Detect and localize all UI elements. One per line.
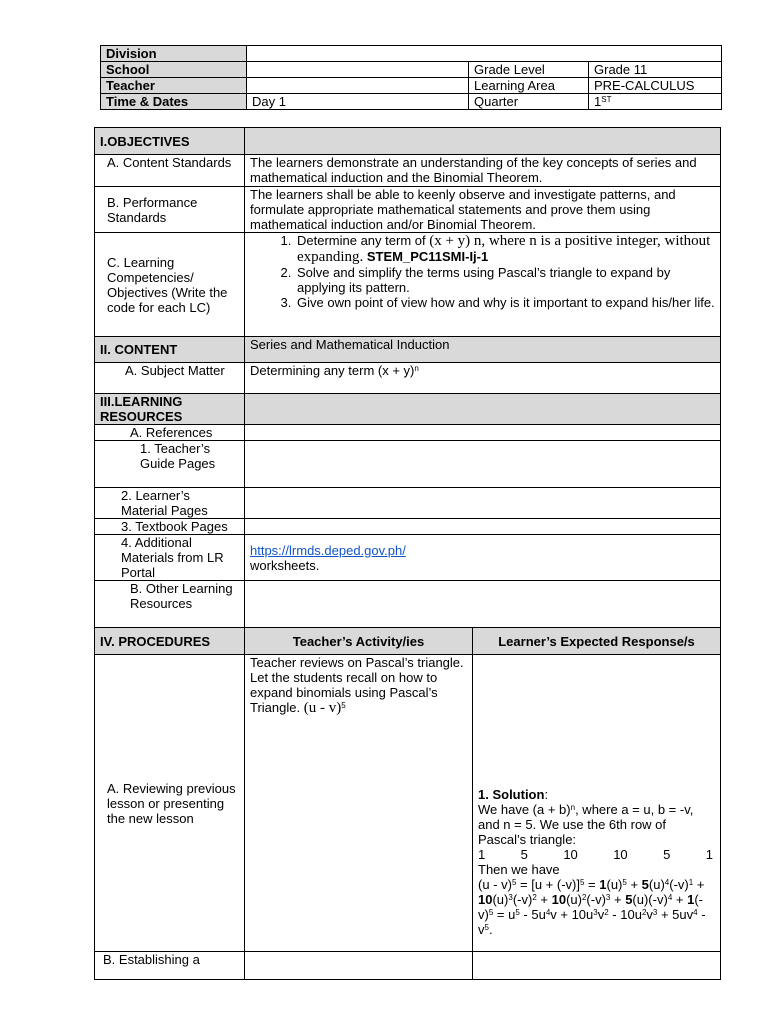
learning-competencies-list xyxy=(245,233,721,337)
solution-intro: We have $(a + b)^n$, where a = u, b = -v, and n = 5. We use the 6th row of Pascal’s triangle: xyxy=(478,802,694,847)
binomial-expression: (u - v) xyxy=(303,700,342,716)
additional-materials-label: 4. Additional Materials from LR Portal xyxy=(95,535,245,581)
lrmds-link[interactable]: https://lrmds.deped.gov.ph/ xyxy=(250,542,406,558)
division-label: Division xyxy=(101,46,247,62)
performance-standards-label: B. Performance Standards xyxy=(95,187,245,233)
lesson-plan-table xyxy=(94,127,721,980)
subject-matter-label: A. Subject Matter xyxy=(95,363,245,394)
textbook-pages-label: 3. Textbook Pages xyxy=(95,519,245,535)
teacher-recall-text: Let the students recall on how to expand binomials using Pascal’s Triangle. (u - v)$^5$ xyxy=(250,670,438,716)
references-value xyxy=(245,425,721,441)
pascal-coef: 1 xyxy=(705,847,713,862)
learner-response-cell xyxy=(473,655,721,952)
reviewing-label: A. Reviewing previous lesson or presenting the new lesson xyxy=(95,655,245,952)
competency-1-code: STEM_PC11SMI-Ij-1 xyxy=(366,249,489,264)
procedures-title: IV. PROCEDURES xyxy=(95,628,245,655)
teacher-activity-cell xyxy=(245,655,473,952)
pascal-coef: 10 xyxy=(563,847,578,862)
additional-materials-value xyxy=(245,535,721,581)
learning-competencies-label: C. Learning Competencies/ Objectives (Write the code for each LC) xyxy=(95,233,245,337)
teacher-review-text: Teacher reviews on Pascal’s triangle. xyxy=(250,655,464,670)
teachers-guide-value xyxy=(245,441,721,488)
school-value[interactable] xyxy=(247,62,469,78)
quarter-value xyxy=(589,94,722,110)
subject-matter-text: Determining any term $(x + y)^n$ xyxy=(245,363,721,394)
establishing-label: B. Establishing a xyxy=(95,952,245,980)
establishing-learner xyxy=(473,952,721,980)
teacher-value[interactable] xyxy=(247,78,469,94)
content-standards-label: A. Content Standards xyxy=(95,155,245,187)
establishing-teacher xyxy=(245,952,473,980)
solution-heading: 1. Solution: xyxy=(478,787,549,802)
school-label: School xyxy=(101,62,247,78)
quarter-sup: ST xyxy=(601,95,612,104)
competency-1-math: (x + y) n, where n is a positive integer, without expanding. xyxy=(297,233,711,265)
worksheets-text: worksheets. xyxy=(250,557,320,573)
performance-standards-text: The learners shall be able to keenly observe and investigate patterns, and formulate appropriate mathematical statements and prove them using mathematical induction and/or Binomial Theorem. xyxy=(245,187,721,233)
competency-2: 2. Solve and simplify the terms using Pascal’s triangle to expand by applying its pattern. xyxy=(295,265,715,295)
time-dates-value: Day 1 xyxy=(247,94,469,110)
grade-level-value: Grade 11 xyxy=(589,62,722,78)
objectives-blank xyxy=(245,128,721,155)
content-title: II. CONTENT xyxy=(95,337,245,363)
learning-resources-title: III.LEARNING RESOURCES xyxy=(95,394,245,425)
pascal-coef: 5 xyxy=(520,847,528,862)
content-text: Series and Mathematical Induction xyxy=(245,337,721,363)
pascal-coef: 5 xyxy=(663,847,671,862)
learning-area-label: Learning Area xyxy=(469,78,589,94)
pascal-coef: 1 xyxy=(478,847,486,862)
pascal-coef: 10 xyxy=(613,847,628,862)
time-dates-label: Time & Dates xyxy=(101,94,247,110)
solution-expansion: Then we have $(u - v)^5 = [u + (-v)]^5 = 1(u)^5 + 5(u)^4(-v)^1 + 10(u)^3(-v)^2 + 10(u)^2(-v)^3 + 5(u)(-v)^4 + 1(-v)^5 = u^5 - 5u^4v + 10u^3v^2 - 10u^2v^3 + 5uv^4 - v^5$. xyxy=(478,862,706,937)
quarter-number: 1 xyxy=(594,94,602,109)
learners-material-value xyxy=(245,488,721,519)
subject-sup: n xyxy=(414,364,419,373)
objectives-title: I.OBJECTIVES xyxy=(95,128,245,155)
competency-1: 1. Determine any term of (x + y) n, where n is a positive integer, without expanding. STEM_PC11SMI-Ij-1 xyxy=(295,233,715,265)
learners-material-label: 2. Learner’s Material Pages xyxy=(95,488,245,519)
references-label: A. References xyxy=(95,425,245,441)
quarter-label: Quarter xyxy=(469,94,589,110)
other-resources-label: B. Other Learning Resources xyxy=(95,581,245,628)
learning-resources-blank xyxy=(245,394,721,425)
learner-response-header: Learner’s Expected Response/s xyxy=(473,628,721,655)
pascal-row xyxy=(478,847,715,862)
header-table xyxy=(100,45,722,110)
other-resources-value xyxy=(245,581,721,628)
division-value[interactable] xyxy=(247,46,722,62)
teachers-guide-label: 1. Teacher’s Guide Pages xyxy=(95,441,245,488)
teacher-activity-header: Teacher’s Activity/ies xyxy=(245,628,473,655)
learning-area-value: PRE-CALCULUS xyxy=(589,78,722,94)
binomial-exponent: 5 xyxy=(341,701,346,710)
competency-3: 3. Give own point of view how and why is it important to expand his/her life. xyxy=(295,295,715,310)
textbook-pages-value xyxy=(245,519,721,535)
content-standards-text: The learners demonstrate an understanding of the key concepts of series and mathematical induction and the Binomial Theorem. xyxy=(245,155,721,187)
grade-level-label: Grade Level xyxy=(469,62,589,78)
teacher-label: Teacher xyxy=(101,78,247,94)
